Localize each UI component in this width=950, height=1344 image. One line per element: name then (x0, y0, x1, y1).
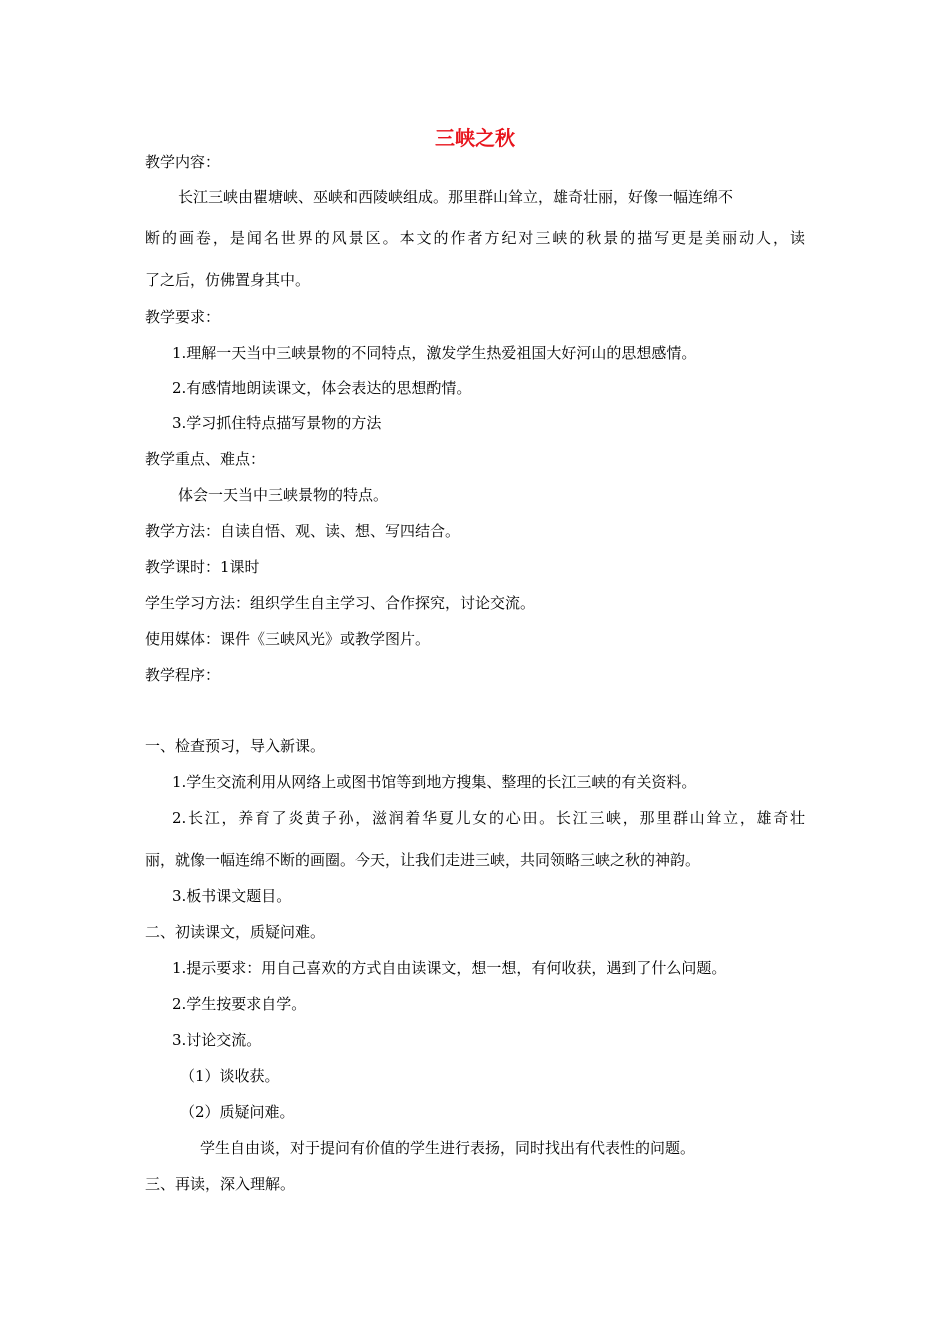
list-item: 1.提示要求：用自己喜欢的方式自由读课文，想一想，有何收获，遇到了什么问题。 (172, 959, 727, 977)
document-title: 三峡之秋 (435, 126, 515, 150)
list-item: 1.学生交流利用从网络上或图书馆等到地方搜集、整理的长江三峡的有关资料。 (172, 773, 697, 791)
step-heading-one: 一、检查预习，导入新课。 (145, 737, 326, 755)
section-heading-requirements: 教学要求： (145, 308, 221, 326)
sub-list-item: （2）质疑问难。 (180, 1103, 295, 1121)
list-item: 2.有感情地朗读课文，体会表达的思想酌情。 (172, 379, 472, 397)
info-line-hours: 教学课时：1课时 (145, 558, 260, 576)
list-item: 3.学习抓住特点描写景物的方法 (172, 414, 382, 432)
step-heading-three: 三、再读，深入理解。 (145, 1175, 296, 1193)
section-heading-key-points: 教学重点、难点： (145, 450, 266, 468)
list-item: 1.理解一天当中三峡景物的不同特点，激发学生热爱祖国大好河山的思想感情。 (172, 344, 697, 362)
list-item: 2.长江，养育了炎黄子孙，滋润着华夏儿女的心田。长江三峡，那里群山耸立，雄奇壮 (172, 809, 805, 827)
info-line-method: 教学方法：自读自悟、观、读、想、写四结合。 (145, 522, 461, 540)
info-line-student-method: 学生学习方法：组织学生自主学习、合作探究，讨论交流。 (145, 594, 536, 612)
sub-list-item: （1）谈收获。 (180, 1067, 280, 1085)
section-heading-procedure: 教学程序： (145, 666, 221, 684)
paragraph-line: 了之后，仿佛置身其中。 (145, 271, 311, 289)
paragraph-line: 长江三峡由瞿塘峡、巫峡和西陵峡组成。那里群山耸立，雄奇壮丽，好像一幅连绵不 (178, 188, 734, 206)
list-item: 3.板书课文题目。 (172, 887, 292, 905)
paragraph-line: 断的画卷，是闻名世界的风景区。本文的作者方纪对三峡的秋景的描写更是美丽动人，读 (145, 229, 805, 247)
list-item: 2.学生按要求自学。 (172, 995, 307, 1013)
paragraph-line: 丽，就像一幅连绵不断的画圈。今天，让我们走进三峡，共同领略三峡之秋的神韵。 (145, 851, 701, 869)
paragraph-line: 学生自由谈，对于提问有价值的学生进行表扬，同时找出有代表性的问题。 (200, 1139, 696, 1157)
info-line-media: 使用媒体：课件《三峡风光》或教学图片。 (145, 630, 431, 648)
list-item: 3.讨论交流。 (172, 1031, 262, 1049)
step-heading-two: 二、初读课文，质疑问难。 (145, 923, 326, 941)
paragraph-line: 体会一天当中三峡景物的特点。 (178, 486, 389, 504)
section-heading-content: 教学内容： (145, 153, 221, 171)
